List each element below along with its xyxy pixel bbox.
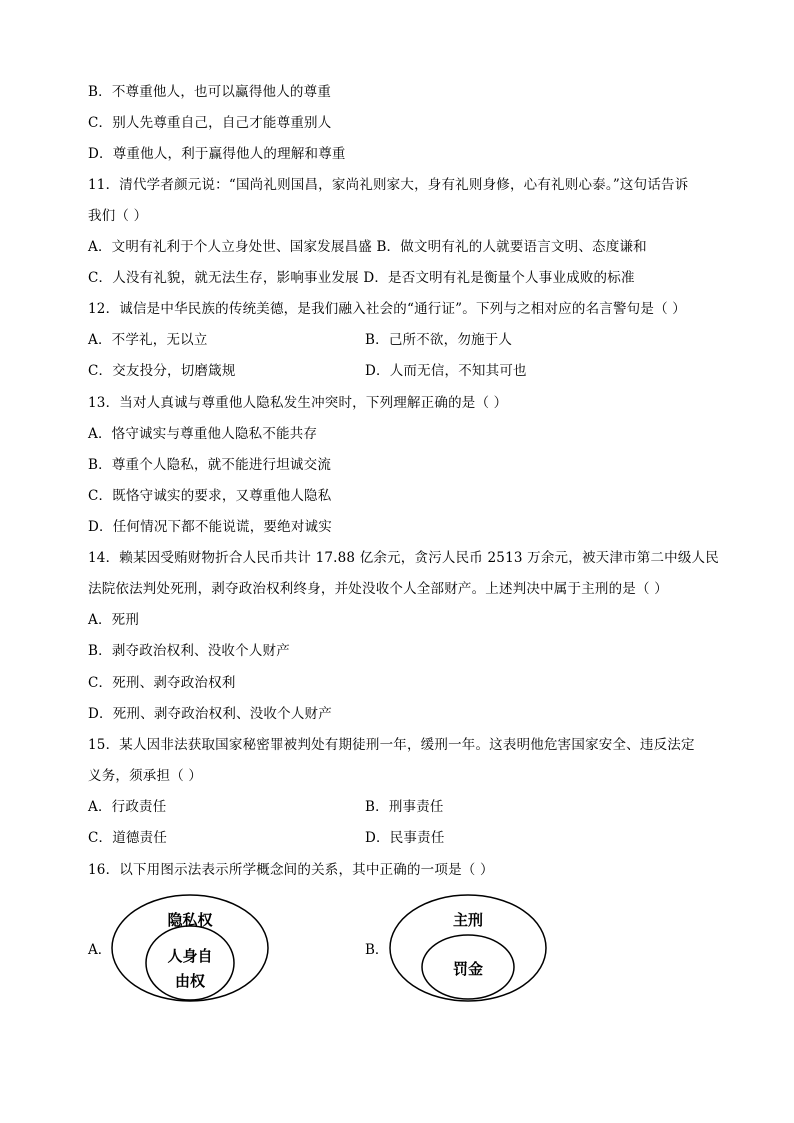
q13-option-b: B．尊重个人隐私，就不能进行坦诚交流 xyxy=(88,457,332,473)
q12-option-b: B．己所不欲，勿施于人 xyxy=(365,332,513,348)
q15-option-c: C．道德责任 xyxy=(88,830,168,846)
q15-option-d: D．民事责任 xyxy=(365,830,445,846)
q12-option-d: D．人而无信，不知其可也 xyxy=(365,363,527,379)
q12-option-a: A．不学礼，无以立 xyxy=(88,332,208,348)
q13-option-d: D．任何情况下都不能说谎，要绝对诚实 xyxy=(88,519,332,535)
q14-option-b: B．剥夺政治权利、没收个人财产 xyxy=(88,643,290,659)
q12-stem: 12．诚信是中华民族的传统美德，是我们融入社会的“通行证”。下列与之相对应的名言警句是（ ） xyxy=(88,301,686,317)
q11-options-cd: C．人没有礼貌，就无法生存，影响事业发展 D．是否文明有礼是衡量个人事业成败的标准 xyxy=(88,270,635,286)
q15-stem-line2: 义务，须承担（ ） xyxy=(88,768,203,784)
q13-stem: 13．当对人真诚与尊重他人隐私发生冲突时，下列理解正确的是（ ） xyxy=(88,395,508,411)
q15-option-a: A．行政责任 xyxy=(88,799,167,815)
q14-option-c: C．死刑、剥夺政治权利 xyxy=(88,675,236,691)
q14-option-a: A．死刑 xyxy=(88,612,140,628)
q12-option-c: C．交友投分，切磨箴规 xyxy=(88,363,236,379)
q11-options-ab: A．文明有礼利于个人立身处世、国家发展昌盛 B．做文明有礼的人就要语言文明、态度谦和 xyxy=(88,239,647,255)
q15-stem-line1: 15．某人因非法获取国家秘密罪被判处有期徒刑一年，缓刑一年。这表明他危害国家安全、违反法定 xyxy=(88,737,695,753)
q10-option-d: D．尊重他人，利于赢得他人的理解和尊重 xyxy=(88,146,346,162)
q10-option-b: B．不尊重他人，也可以赢得他人的尊重 xyxy=(88,84,332,100)
q13-option-a: A．恪守诚实与尊重他人隐私不能共存 xyxy=(88,426,318,442)
q16-a-outer-label: 隐私权 xyxy=(167,911,213,929)
q16-diagram-a xyxy=(110,893,270,1003)
q16-stem: 16．以下用图示法表示所学概念间的关系，其中正确的一项是（ ） xyxy=(88,862,494,878)
q16-a-inner-label-line1: 人身自 xyxy=(167,947,213,965)
q16-b-outer-label: 主刑 xyxy=(452,911,484,929)
q14-option-d: D．死刑、剥夺政治权利、没收个人财产 xyxy=(88,706,332,722)
q16-option-b-label: B． xyxy=(365,942,389,958)
q10-option-c: C．别人先尊重自己，自己才能尊重别人 xyxy=(88,115,332,131)
q13-option-c: C．既恪守诚实的要求，又尊重他人隐私 xyxy=(88,488,332,504)
q16-option-a-label: A． xyxy=(88,942,112,958)
q11-stem-line1: 11．清代学者颜元说：“国尚礼则国昌，家尚礼则家大，身有礼则身修，心有礼则心泰。”这句话告诉 xyxy=(88,177,689,193)
q16-a-inner-label-line2: 由权 xyxy=(174,972,206,990)
q14-stem-line2: 法院依法判处死刑，剥夺政治权利终身，并处没收个人全部财产。上述判决中属于主刑的是（ ） xyxy=(88,581,668,597)
q11-stem-line2: 我们（ ） xyxy=(88,208,148,224)
q14-stem-line1: 14．赖某因受贿财物折合人民币共计 17.88 亿余元，贪污人民币 2513 万余元，被天津市第二中级人民 xyxy=(88,550,719,566)
q15-option-b: B．刑事责任 xyxy=(365,799,444,815)
q16-b-inner-label: 罚金 xyxy=(452,960,484,978)
q16-diagram-b xyxy=(388,893,548,1003)
